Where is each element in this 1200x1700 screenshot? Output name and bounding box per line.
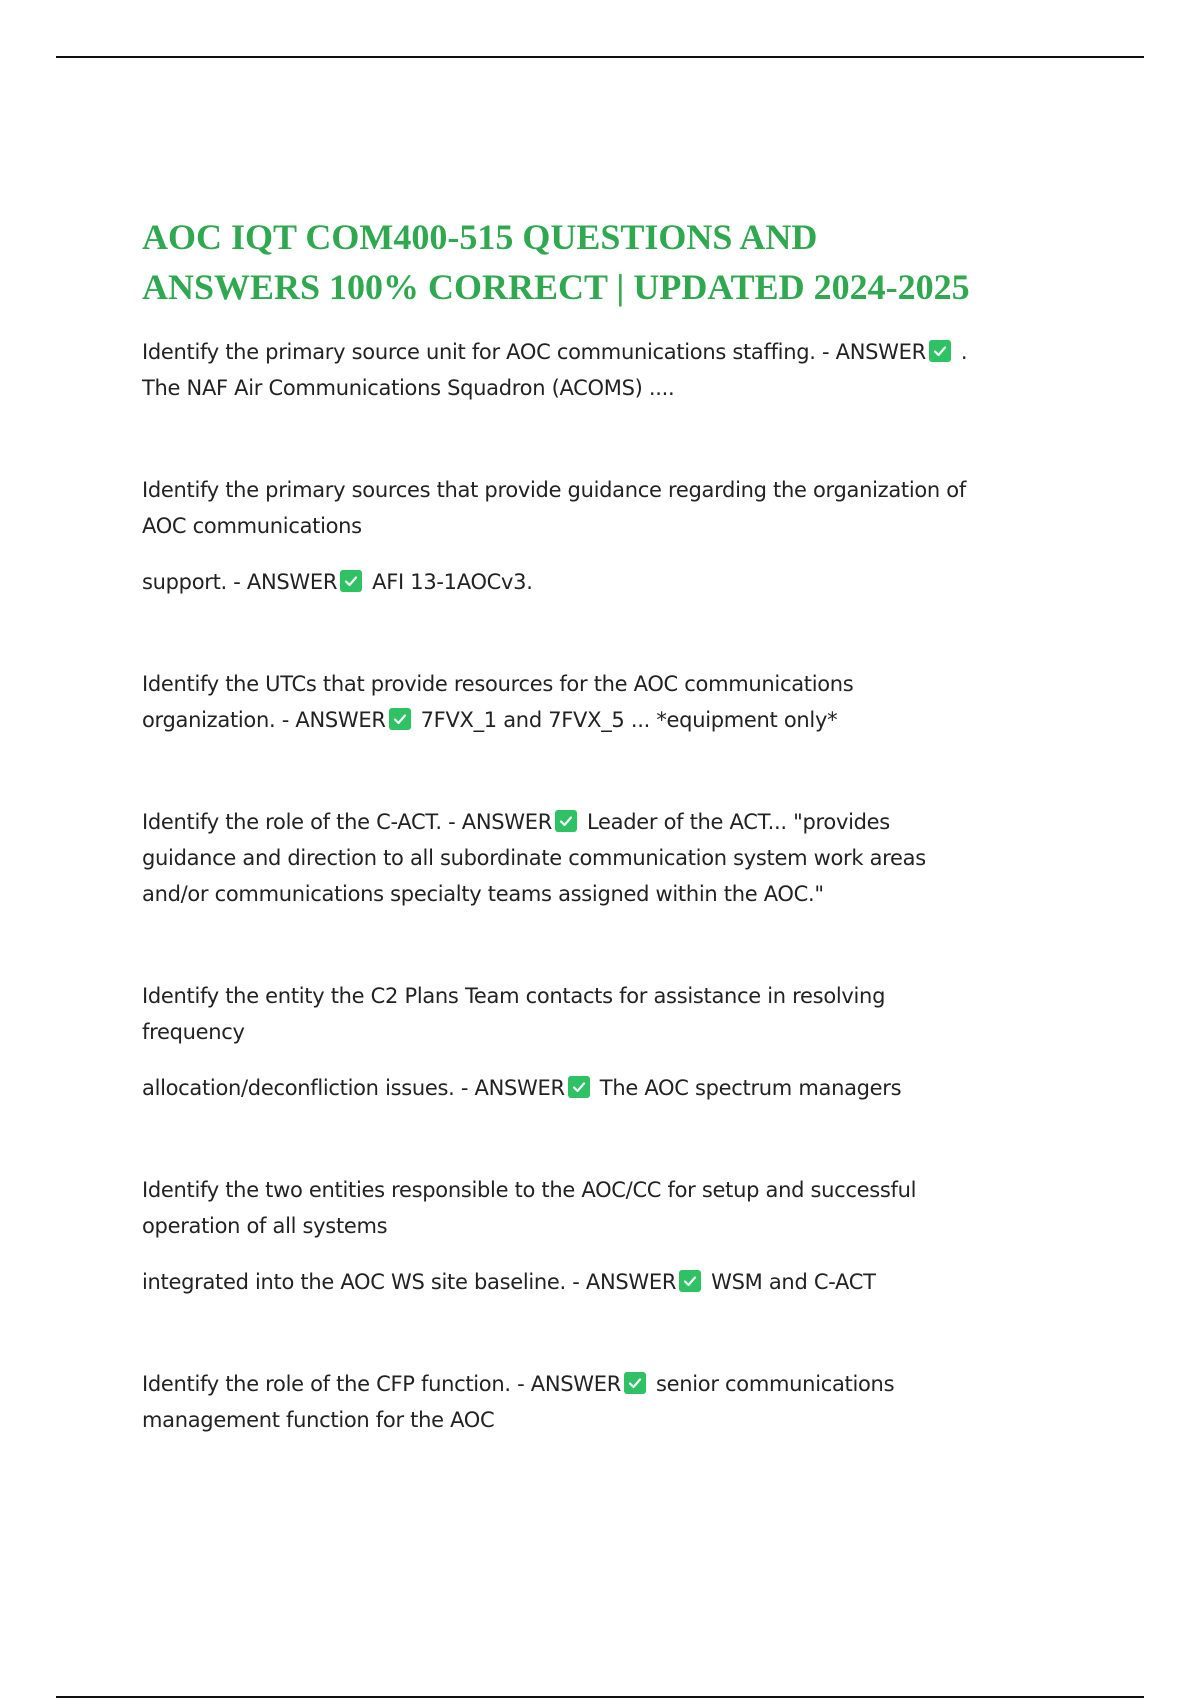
answer-text: and/or communications specialty teams assigned within the AOC." [142, 882, 824, 906]
qa-item [142, 804, 1062, 912]
answer-text: The AOC spectrum managers [599, 1076, 902, 1100]
answer-text: AFI 13-1AOCv3. [372, 570, 533, 594]
qa-answer-line [142, 1070, 1062, 1106]
answer-text: . [960, 340, 968, 364]
answer-text: management function for the AOC [142, 1408, 495, 1432]
question-text: Identify the primary source unit for AOC communications staffing. - ANSWER [142, 340, 926, 364]
question-text: Identify the UTCs that provide resources for the AOC communications [142, 672, 854, 696]
answer-text: senior communications [656, 1372, 895, 1396]
question-text: integrated into the AOC WS site baseline. - ANSWER [142, 1270, 677, 1294]
title-line-2: ANSWERS 100% CORRECT | UPDATED 2024-2025 [142, 267, 970, 307]
qa-item [142, 1172, 1062, 1300]
answer-text: Leader of the ACT... "provides [587, 810, 890, 834]
check-mark-icon [389, 708, 411, 730]
question-text: Identify the role of the C-ACT. - ANSWER [142, 810, 552, 834]
qa-item [142, 334, 1062, 406]
top-rule [56, 56, 1144, 58]
document-body [142, 212, 1062, 1438]
qa-answer-line [142, 804, 1062, 840]
question-text: AOC communications [142, 514, 362, 538]
question-text: Identify the primary sources that provide guidance regarding the organization of [142, 478, 966, 502]
question-text: frequency [142, 1020, 245, 1044]
qa-question-line [142, 334, 1062, 370]
answer-text: The NAF Air Communications Squadron (ACOMS) .... [142, 376, 675, 400]
check-mark-icon [624, 1372, 646, 1394]
check-mark-icon [929, 340, 951, 362]
bottom-rule [56, 1696, 1144, 1698]
question-text: Identify the entity the C2 Plans Team contacts for assistance in resolving [142, 984, 886, 1008]
question-text: Identify the two entities responsible to the AOC/CC for setup and successful [142, 1178, 917, 1202]
qa-item [142, 1366, 1062, 1438]
title-line-1: AOC IQT COM400-515 QUESTIONS AND [142, 217, 818, 257]
question-text: support. - ANSWER [142, 570, 338, 594]
check-mark-icon [340, 570, 362, 592]
check-mark-icon [679, 1270, 701, 1292]
qa-answer-line [142, 564, 1062, 600]
question-text: organization. - ANSWER [142, 708, 386, 732]
qa-answer-line [142, 702, 1062, 738]
qa-item [142, 978, 1062, 1106]
qa-item [142, 666, 1062, 738]
qa-answer-line [142, 1264, 1062, 1300]
check-mark-icon [568, 1076, 590, 1098]
qa-answer-line [142, 1366, 1062, 1402]
check-mark-icon [555, 810, 577, 832]
answer-text: guidance and direction to all subordinate communication system work areas [142, 846, 926, 870]
answer-text: 7FVX_1 and 7FVX_5 ... *equipment only* [420, 708, 838, 732]
answer-text: WSM and C-ACT [711, 1270, 876, 1294]
question-text: allocation/deconfliction issues. - ANSWER [142, 1076, 565, 1100]
qa-list [142, 334, 1062, 1438]
qa-item [142, 472, 1062, 600]
document-title [142, 212, 1062, 312]
question-text: Identify the role of the CFP function. - ANSWER [142, 1372, 621, 1396]
question-text: operation of all systems [142, 1214, 388, 1238]
